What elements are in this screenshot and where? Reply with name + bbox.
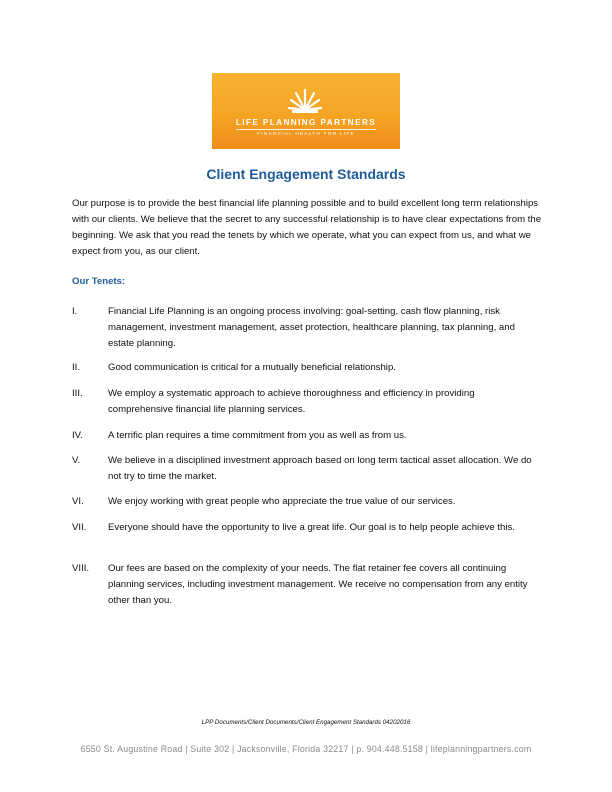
tenet-text: We enjoy working with great people who appreciate the true value of our services. <box>108 496 456 507</box>
footer-address: 6550 St. Augustine Road | Suite 302 | Jacksonville, Florida 32217 | p. 904.448.5158 | lifeplanningpartners.com <box>80 744 532 754</box>
tenet-number: IV. <box>72 430 83 441</box>
tenet-number: III. <box>72 388 83 399</box>
tenet-number: VII. <box>72 522 87 533</box>
tenet-text: Good communication is critical for a mutually beneficial relationship. <box>108 362 396 373</box>
tenets-heading: Our Tenets: <box>72 276 126 287</box>
tenet-item <box>72 453 542 485</box>
logo-divider <box>236 129 376 130</box>
tenet-text: Financial Life Planning is an ongoing process involving: goal-setting, cash flow planning, risk management, investment management, asset protection, healthcare planning, tax planning, and estate planning. <box>108 306 515 349</box>
tenet-item <box>72 494 542 510</box>
page-title: Client Engagement Standards <box>206 166 406 182</box>
tenet-item <box>72 386 542 418</box>
tenet-number: VI. <box>72 496 84 507</box>
tenet-item <box>72 304 542 352</box>
tenet-item <box>72 520 542 536</box>
intro-paragraph: Our purpose is to provide the best financial life planning possible and to build excellent long term relationships with our clients. We believe that the secret to any successful relationship is to have clear expectations from the beginning. We ask that you read the tenets by which we operate, what you can expect from us, and what we expect from you, as our client. <box>72 198 542 257</box>
tenet-text: Everyone should have the opportunity to live a great life. Our goal is to help people achieve this. <box>108 522 515 533</box>
logo-tagline: FINANCIAL HEALTH FOR LIFE <box>257 132 355 137</box>
tenet-number: II. <box>72 362 80 373</box>
tenet-item <box>72 428 542 444</box>
tenet-number: VIII. <box>72 563 90 574</box>
tenet-number: I. <box>72 306 78 317</box>
tenet-text: Our fees are based on the complexity of your needs. The flat retainer fee covers all continuing planning services, including investment management. We receive no compensation from any entity other than you. <box>108 563 528 606</box>
logo-name: LIFE PLANNING PARTNERS <box>235 118 377 127</box>
tenet-text: We employ a systematic approach to achieve thoroughness and efficiency in providing comprehensive financial life planning services. <box>108 388 475 415</box>
tenet-number: V. <box>72 455 81 466</box>
document-reference: LPP Documents/Client Documents/Client Engagement Standards 04202016 <box>201 719 411 726</box>
tenet-text: A terrific plan requires a time commitment from you as well as from us. <box>108 430 407 441</box>
sunburst-logo-icon <box>288 85 322 115</box>
tenet-text: We believe in a disciplined investment approach based on long term tactical asset allocation. We do not try to time the market. <box>108 455 532 482</box>
company-logo <box>212 73 400 149</box>
tenet-item <box>72 561 542 609</box>
tenet-item <box>72 360 542 376</box>
